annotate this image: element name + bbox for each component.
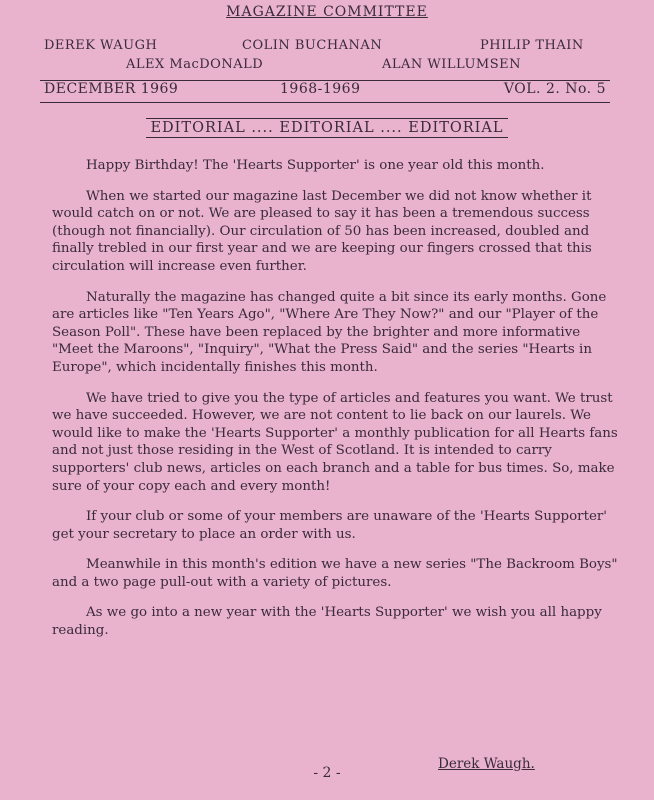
paragraph: As we go into a new year with the 'Hearts Supporter' we wish you all happy reading.: [52, 605, 602, 639]
paragraph: Naturally the magazine has changed quite a bit since its early months. Gone are articles like "Ten Years Ago", "Where Are They Now?" and our "Player of the Season Poll". These have been replaced by the brighter and more informative "Meet the Maroons", "Inquiry", "What the Press Said" and the series "Hearts in Europe", which incidentally finishes this month.: [52, 289, 607, 375]
paragraph: We have tried to give you the type of articles and features you want. We trust we have succeeded. However, we are not content to lie back on our laurels. We would like to make the 'Hearts Supporter' a monthly publication for all Hearts fans and not just those residing in the West of Scotland. It is intended to carry supporters' club news, articles on each branch and a table for bus times. So, make sure of your copy each and every month!: [52, 390, 618, 494]
committee-member: PHILIP THAIN: [480, 38, 584, 53]
committee-member: ALEX MacDONALD: [126, 57, 264, 72]
bottom-rule: [40, 102, 610, 103]
signature: Derek Waugh.: [438, 756, 535, 772]
editorial-body: [52, 157, 618, 653]
committee-title: MAGAZINE COMMITTEE: [226, 4, 428, 20]
committee-member: DEREK WAUGH: [44, 38, 158, 53]
committee-member: ALAN WILLUMSEN: [382, 57, 522, 72]
issue-volume: VOL. 2. No. 5: [503, 81, 606, 97]
committee-member: COLIN BUCHANAN: [242, 38, 383, 53]
paragraph: If your club or some of your members are unaware of the 'Hearts Supporter' get your secretary to place an order with us.: [52, 509, 607, 542]
paragraph: Happy Birthday! The 'Hearts Supporter' is one year old this month.: [86, 158, 545, 173]
page-number: - 2 -: [313, 765, 341, 781]
issue-season: 1968-1969: [280, 81, 361, 97]
paragraph: Meanwhile in this month's edition we have a new series "The Backroom Boys" and a two page pull-out with a variety of pictures.: [52, 557, 618, 590]
paragraph: When we started our magazine last December we did not know whether it would catch on or not. We are pleased to say it has been a tremendous success (though not financially). Our circulation of 50 has been increased, doubled and finally trebled in our first year and we are keeping our fingers crossed that this circulation will increase even further.: [52, 188, 592, 274]
issue-bar: [44, 81, 610, 101]
issue-date: DECEMBER 1969: [44, 81, 179, 97]
editorial-heading: EDITORIAL .... EDITORIAL .... EDITORIAL: [0, 120, 654, 136]
